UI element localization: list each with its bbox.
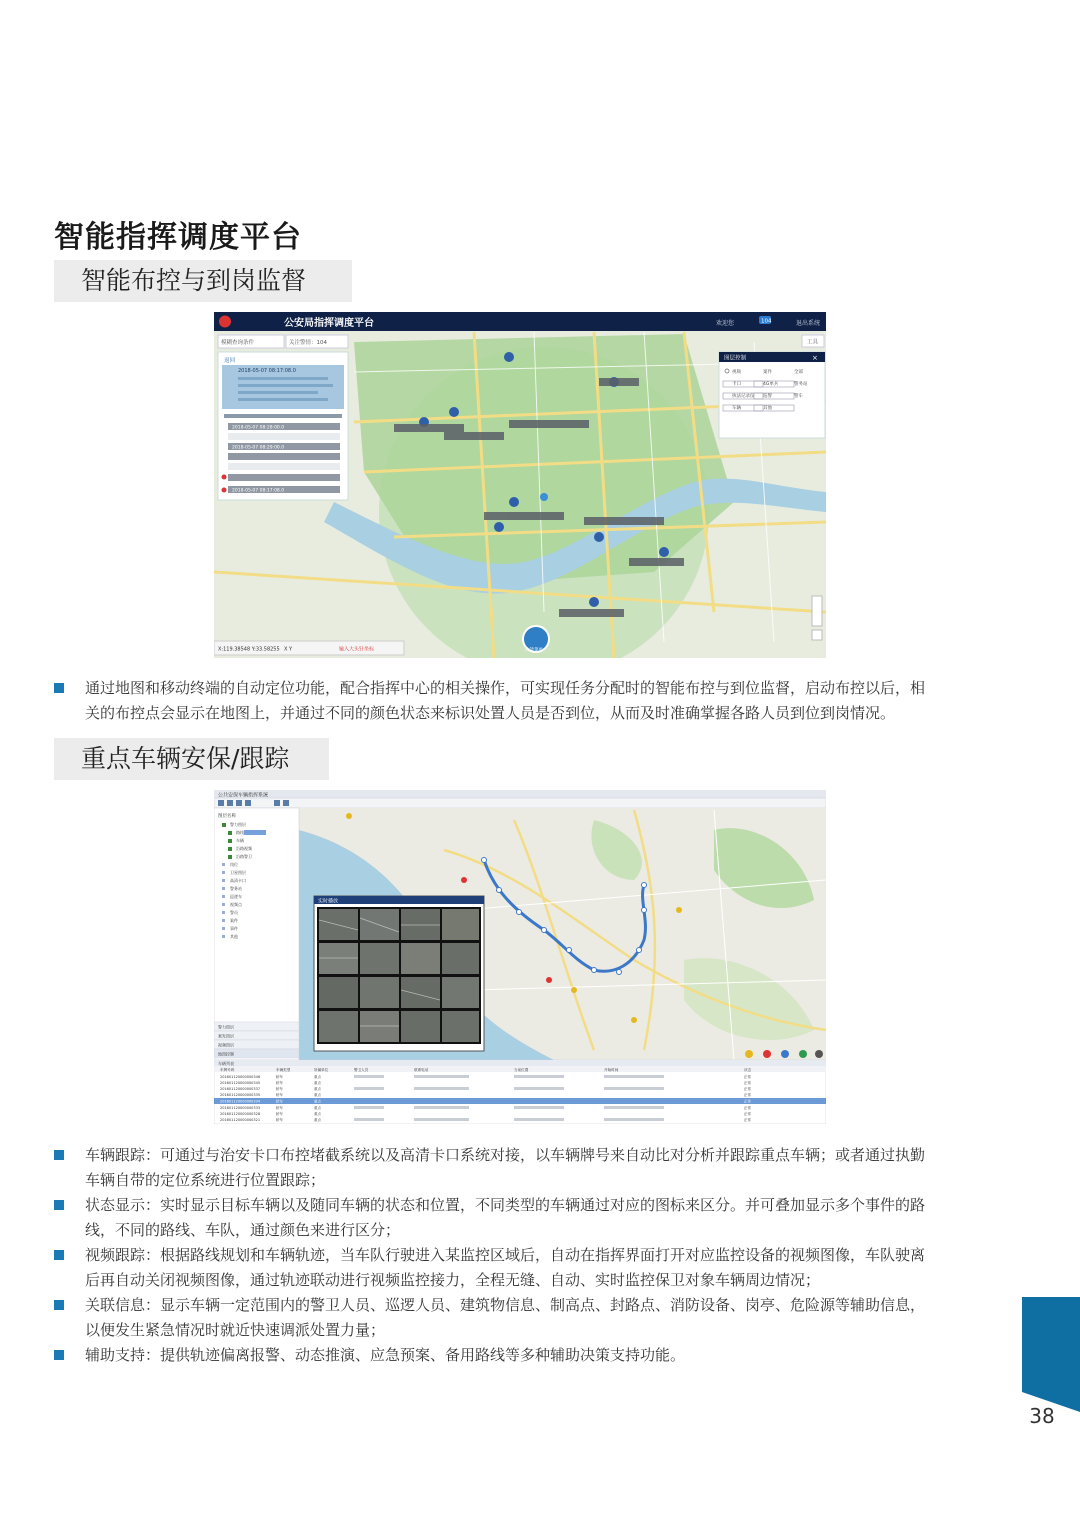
layer-vehicle[interactable]: 车辆 xyxy=(732,406,741,411)
layer-recorder[interactable]: 执法记录仪 xyxy=(732,394,755,399)
svg-text:201601120000000337: 201601120000000337 xyxy=(220,1087,261,1091)
tree-item[interactable]: 案件 xyxy=(230,918,238,923)
svg-text:重点: 重点 xyxy=(314,1112,321,1116)
search-input[interactable]: 模糊查询条件 xyxy=(221,340,255,346)
svg-text:车牌号码: 车牌号码 xyxy=(220,1068,235,1072)
svg-text:轿车: 轿车 xyxy=(276,1093,283,1097)
tree-item[interactable]: 视频点 xyxy=(230,902,242,907)
tree-item[interactable]: 卫星图层 xyxy=(230,870,246,875)
layer-station[interactable]: 警务站 xyxy=(794,382,808,387)
bullet-text: 关联信息：显示车辆一定范围内的警卫人员、巡逻人员、建筑物信息、制高点、封路点、消防设备、岗亭、危险源等辅助信息，以便发生紧急情况时就近快速调派处置力量； xyxy=(85,1296,926,1339)
back-link[interactable]: 返回 xyxy=(224,358,236,364)
tree-item[interactable]: 其他 xyxy=(230,934,238,939)
layer-all[interactable]: 全部 xyxy=(794,370,803,375)
svg-text:201601120000000346: 201601120000000346 xyxy=(220,1075,261,1079)
svg-text:轿车: 轿车 xyxy=(276,1106,283,1110)
bullet-text: 通过地图和移动终端的自动定位功能，配合指挥中心的相关操作，可实现任务分配时的智能布控与到位监督，启动布控以后，相关的布控点会显示在地图上，并通过不同的颜色状态来标识处置人员是否到位，从而及时准确掌握各路人员到位到岗情况。 xyxy=(85,679,926,722)
table-header xyxy=(214,1066,826,1072)
zoom-controls[interactable] xyxy=(812,596,822,626)
timeline-entry-2: 2018-05-07 08:29:00.0 xyxy=(232,445,285,451)
bullet-text: 状态显示：实时显示目标车辆以及随同车辆的状态和位置，不同类型的车辆通过对应的图标来区分。并可叠加显示多个事件的路线，不同的路线、车队，通过颜色来进行区分； xyxy=(85,1196,926,1239)
svg-text:201601120000000345: 201601120000000345 xyxy=(220,1081,261,1085)
svg-text:正常: 正常 xyxy=(744,1081,751,1085)
panel-tab[interactable]: 地图控制 xyxy=(218,1051,234,1057)
tree-item[interactable]: 警员 xyxy=(230,910,238,915)
svg-text:联系电话: 联系电话 xyxy=(414,1068,429,1072)
locate-button[interactable] xyxy=(812,630,822,640)
tree-item[interactable]: 岗位 xyxy=(230,862,238,867)
bullet-item xyxy=(54,1293,934,1343)
bullet-square-icon xyxy=(54,1250,64,1260)
page-number: 38 xyxy=(1029,1404,1055,1428)
layer-police-car[interactable]: 警车 xyxy=(794,394,803,399)
tree-item[interactable]: 路线 xyxy=(236,830,244,835)
svg-text:所属单位: 所属单位 xyxy=(314,1068,329,1072)
svg-text:重点: 重点 xyxy=(314,1106,321,1110)
police-badge-icon xyxy=(219,316,231,328)
panel-tab[interactable]: 案发图层 xyxy=(218,1033,234,1039)
notification-badge[interactable]: 104 xyxy=(761,318,772,325)
svg-text:201601120000000334: 201601120000000334 xyxy=(220,1099,261,1104)
svg-text:当前位置: 当前位置 xyxy=(514,1068,529,1072)
svg-text:状态: 状态 xyxy=(744,1068,752,1072)
section-heading-vehicle-tracking: 重点车辆安保/跟踪 xyxy=(54,738,329,780)
pin-hint: 输入大头针坐标 xyxy=(339,646,375,653)
bullet-item xyxy=(54,1243,934,1293)
svg-text:重点: 重点 xyxy=(314,1075,321,1079)
coordinate-readout: X:119.38548 Y:33.58255 xyxy=(218,646,280,653)
layer-panel-title: 图层控制 xyxy=(724,355,747,362)
svg-text:重点: 重点 xyxy=(314,1087,321,1091)
bullet-text: 视频跟踪：根据路线规划和车辆轨迹，当车队行驶进入某监控区域后，自动在指挥界面打开对应监控设备的视频图像，车队驶离后再自动关闭视频图像，通过轨迹联动进行视频监控接力，全程无缝、自动、实时监控保卫对象车辆周边情况； xyxy=(85,1246,926,1289)
svg-text:正常: 正常 xyxy=(744,1112,751,1116)
coordinate-input[interactable]: X Y xyxy=(284,646,293,653)
screenshot-dispatch-platform xyxy=(214,312,826,658)
app-title: 公安局指挥调度平台 xyxy=(284,318,374,329)
bullet-text: 车辆跟踪：可通过与治安卡口布控堵截系统以及高清卡口系统对接，以车辆牌号来自动比对分析并跟踪重点车辆；或者通过执勤车辆自带的定位系统进行位置跟踪； xyxy=(85,1146,926,1189)
svg-text:正常: 正常 xyxy=(744,1075,751,1079)
panel-tab[interactable]: 视频图层 xyxy=(218,1042,234,1048)
video-popup-title: 实时播放 xyxy=(318,898,339,905)
bullet-square-icon xyxy=(54,1300,64,1310)
user-label[interactable]: 欢迎您 xyxy=(716,320,735,327)
svg-text:重点: 重点 xyxy=(314,1118,321,1122)
layer-video[interactable]: 视频 xyxy=(732,370,741,375)
page-corner-tab xyxy=(1022,1297,1080,1412)
svg-text:重点: 重点 xyxy=(314,1081,321,1085)
timeline-entry-3: 2018-05-07 08:17:08.0 xyxy=(232,488,285,494)
layer-case[interactable]: 案件 xyxy=(763,370,772,375)
tree-title: 图层名称 xyxy=(218,814,236,819)
bullet-square-icon xyxy=(54,1200,64,1210)
table-title: 车辆列表 xyxy=(218,1061,234,1066)
svg-text:正常: 正常 xyxy=(744,1106,751,1110)
layer-patrol[interactable]: 巡警 xyxy=(763,394,772,399)
svg-text:轿车: 轿车 xyxy=(276,1118,283,1122)
svg-text:正常: 正常 xyxy=(744,1093,751,1097)
bullet-item xyxy=(54,676,934,726)
layer-4g[interactable]: 4G单兵 xyxy=(763,382,779,387)
window-title: 公共安保车辆指挥系统 xyxy=(218,792,269,799)
bullet-item xyxy=(54,1193,934,1243)
bullet-square-icon xyxy=(54,1350,64,1360)
svg-text:重点: 重点 xyxy=(314,1099,321,1104)
svg-text:正常: 正常 xyxy=(744,1087,751,1091)
bullet-square-icon xyxy=(54,1150,64,1160)
svg-text:正常: 正常 xyxy=(744,1118,751,1122)
tree-item[interactable]: 事件 xyxy=(230,926,238,931)
bullet-item xyxy=(54,1343,934,1368)
case-date: 2018-05-07 08:17:08.0 xyxy=(238,368,296,374)
svg-text:正常: 正常 xyxy=(744,1099,751,1104)
svg-text:重点: 重点 xyxy=(314,1093,321,1097)
screenshot-vehicle-tracking xyxy=(214,790,826,1124)
panel-tab[interactable]: 警力图层 xyxy=(218,1024,234,1030)
svg-text:轿车: 轿车 xyxy=(276,1081,283,1085)
svg-text:201601120000000335: 201601120000000335 xyxy=(220,1093,261,1097)
bullet-text: 辅助支持：提供轨迹偏离报警、动态推演、应急预案、备用路线等多种辅助决策支持功能。 xyxy=(85,1346,686,1364)
svg-text:轿车: 轿车 xyxy=(276,1075,283,1079)
tree-item[interactable]: 警务站 xyxy=(230,886,242,891)
layer-checkpoint[interactable]: 卡口 xyxy=(732,382,741,387)
tree-item[interactable]: 巡逻车 xyxy=(230,894,242,899)
toolbar[interactable] xyxy=(214,798,826,808)
svg-text:201601120000000333: 201601120000000333 xyxy=(220,1106,261,1110)
svg-text:警卫人员: 警卫人员 xyxy=(354,1068,369,1072)
svg-text:201601120000000321: 201601120000000321 xyxy=(220,1118,261,1122)
svg-text:轿车: 轿车 xyxy=(276,1087,283,1091)
svg-text:轿车: 轿车 xyxy=(276,1112,283,1116)
svg-text:轿车: 轿车 xyxy=(276,1099,283,1104)
section2-description xyxy=(54,1143,934,1368)
tools-button[interactable]: 工具 xyxy=(807,339,819,346)
tree-item[interactable]: 沿路视频 xyxy=(236,846,252,851)
bullet-square-icon xyxy=(54,683,64,693)
tree-item[interactable]: 车辆 xyxy=(236,838,244,843)
svg-text:车辆类型: 车辆类型 xyxy=(276,1068,291,1072)
tree-item[interactable]: 沿路警卫 xyxy=(236,854,252,859)
function-menu-label: 功能菜单 xyxy=(525,648,543,653)
page-title: 智能指挥调度平台 xyxy=(54,220,302,255)
tree-item[interactable]: 警力图层 xyxy=(230,822,246,827)
svg-text:201601120000000328: 201601120000000328 xyxy=(220,1112,261,1116)
window-titlebar xyxy=(214,790,826,798)
timeline-entry-1: 2018-05-07 08:28:00.0 xyxy=(232,425,285,431)
tree-item[interactable]: 高清卡口 xyxy=(230,878,246,883)
section1-description xyxy=(54,676,934,726)
focus-alert-count[interactable]: 关注警情：104 xyxy=(289,340,327,346)
exit-button[interactable]: 退出系统 xyxy=(796,320,821,327)
svg-text:开始时间: 开始时间 xyxy=(604,1068,619,1072)
close-icon[interactable]: × xyxy=(812,354,818,362)
bullet-item xyxy=(54,1143,934,1193)
layer-other[interactable]: 其他 xyxy=(763,406,772,411)
section-heading-deployment: 智能布控与到岗监督 xyxy=(54,260,352,302)
